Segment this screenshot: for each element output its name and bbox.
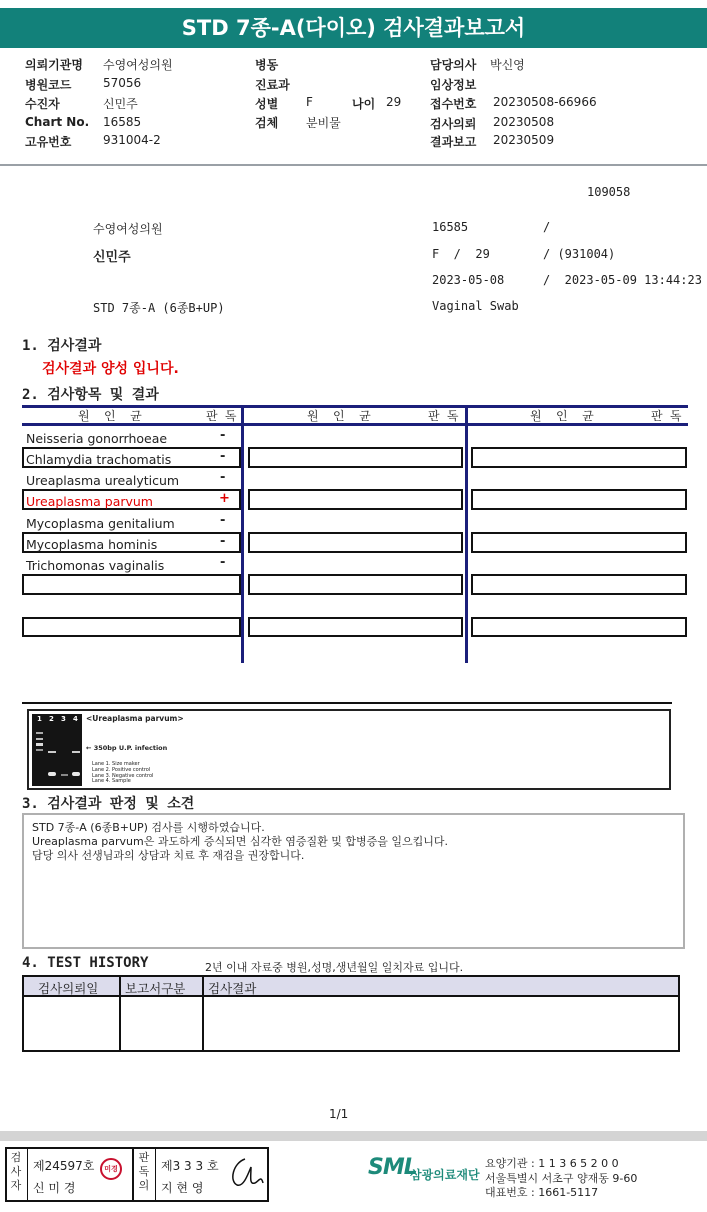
col-header-judge-2: 판 독 [428, 409, 459, 423]
org-name: 삼광의료재단 [410, 1168, 480, 1182]
section1-title: 1. 검사결과 [22, 338, 102, 354]
org-code: 요양기관 : 1 1 3 6 5 2 0 0 [485, 1157, 619, 1170]
organism-name: Trichomonas vaginalis [26, 558, 165, 573]
footer-band [0, 1131, 707, 1141]
result-row-box [248, 532, 463, 553]
gel-electrophoresis-image [32, 714, 82, 786]
gel-lane-label: 1 [37, 715, 42, 723]
value-report-date: 20230509 [493, 133, 555, 147]
history-header-date: 검사의뢰일 [38, 981, 99, 996]
meta-sex-age: F / 29 [432, 247, 490, 261]
organism-name: Ureaplasma urealyticum [26, 473, 180, 488]
signature-divider [132, 1147, 134, 1202]
gel-ladder-band [36, 749, 43, 751]
result-row-box [471, 532, 687, 553]
label-request-date: 검사의뢰 [430, 117, 477, 131]
meta-date-received: 2023-05-08 [432, 273, 505, 287]
gel-image-frame [27, 709, 671, 790]
organism-name: Mycoplasma hominis [26, 537, 158, 552]
label-clinical-info: 임상정보 [430, 78, 477, 92]
history-header-result: 검사결과 [208, 981, 257, 996]
result-row-box [248, 489, 463, 510]
gel-lane-label: 2 [49, 715, 54, 723]
gel-lane-label: 3 [61, 715, 66, 723]
section4-note: 2년 이내 자료중 병원,성명,생년월일 일치자료 입니다. [205, 961, 464, 974]
label-clinic: 의뢰기관명 [25, 58, 83, 72]
meta-slash: / [543, 220, 551, 234]
examiner-label: 검사자 [10, 1151, 22, 1192]
gel-top-rule [22, 702, 672, 704]
reviewer-label: 판독의 [138, 1151, 150, 1192]
label-chart-no: Chart No. [25, 115, 90, 129]
organism-judge: - [220, 555, 226, 570]
value-patient: 신민주 [103, 97, 138, 111]
findings-line: Ureaplasma parvum은 과도하게 증식되면 심각한 염증질환 및 합병증을 일으킵니다. [32, 835, 448, 848]
value-age: 29 [386, 95, 402, 109]
value-specimen: 분비물 [306, 116, 341, 130]
gel-ladder-band [36, 732, 43, 734]
value-unique-no: 931004-2 [103, 133, 161, 147]
gel-band [72, 751, 80, 753]
meta-date-reported: / 2023-05-09 13:44:23 [543, 273, 702, 287]
result-row-box [22, 574, 241, 595]
reviewer-signature-icon [225, 1153, 267, 1193]
signature-divider [155, 1147, 156, 1202]
label-report-date: 결과보고 [430, 135, 477, 149]
organism-judge: - [220, 534, 226, 549]
result-table-divider-2 [465, 405, 468, 663]
col-header-organism-2: 원 인 균 [307, 409, 371, 423]
gel-band [61, 774, 68, 776]
sml-logo: SML [368, 1155, 417, 1180]
value-sex: F [306, 95, 313, 109]
label-patient: 수진자 [25, 97, 60, 111]
value-hospital-code: 57056 [103, 76, 142, 90]
section4-title: 4. TEST HISTORY [22, 955, 149, 971]
value-chart-no: 16585 [103, 115, 142, 129]
gel-legend: Lane 1. Size maker [92, 761, 140, 767]
value-receipt-no: 20230508-66966 [493, 95, 597, 109]
result-row-box [248, 574, 463, 595]
findings-line: STD 7종-A (6종B+UP) 검사를 시행하였습니다. [32, 821, 265, 834]
reviewer-name: 지 현 영 [161, 1181, 204, 1195]
result-row-box [471, 617, 687, 637]
label-sex: 성별 [255, 97, 279, 111]
label-age: 나이 [352, 97, 376, 111]
result-row-box [471, 574, 687, 595]
gel-lane-label: 4 [73, 715, 78, 723]
result-row-box [471, 447, 687, 468]
organism-judge-positive: + [219, 491, 230, 506]
result-table-divider-1 [241, 405, 244, 663]
findings-line: 담당 의사 선생님과의 상담과 치료 후 재검을 권장합니다. [32, 849, 305, 862]
label-department: 진료과 [255, 78, 290, 92]
history-col-divider [202, 977, 204, 1050]
org-phone: 대표번호 : 1661-5117 [485, 1186, 599, 1199]
organism-name: Mycoplasma genitalium [26, 516, 175, 531]
signature-divider [27, 1147, 28, 1202]
section3-title: 3. 검사결과 판정 및 소견 [22, 796, 195, 812]
col-header-organism-3: 원 인 균 [530, 409, 594, 423]
findings-box [22, 813, 685, 949]
history-table [22, 975, 680, 1052]
result-row-box [248, 447, 463, 468]
label-doctor: 담당의사 [430, 58, 477, 72]
organism-judge: - [220, 470, 226, 485]
col-header-judge-3: 판 독 [651, 409, 682, 423]
reviewer-license: 제3 3 3 호 [161, 1159, 219, 1173]
history-header-row [24, 977, 678, 997]
label-specimen: 검체 [255, 116, 279, 130]
meta-test-name: STD 7종-A (6종B+UP) [93, 301, 225, 315]
meta-id: / (931004) [543, 247, 616, 261]
meta-chart: 16585 [432, 220, 469, 234]
gel-legend: Lane 2. Positive control [92, 767, 151, 773]
value-doctor: 박신영 [490, 58, 525, 72]
organism-name: Chlamydia trachomatis [26, 452, 172, 467]
examiner-seal: 미경 [100, 1158, 122, 1180]
doc-number: 109058 [587, 185, 631, 199]
gel-band [72, 772, 80, 776]
gel-band [48, 751, 56, 753]
section1-result: 검사결과 양성 입니다. [42, 361, 179, 377]
organism-name: Neisseria gonorrhoeae [26, 431, 168, 446]
meta-specimen: Vaginal Swab [432, 299, 519, 313]
header-info [0, 56, 707, 152]
history-header-type: 보고서구분 [125, 981, 186, 996]
value-request-date: 20230508 [493, 115, 555, 129]
gel-ladder-band [36, 738, 43, 740]
header-divider [0, 164, 707, 166]
meta-clinic: 수영여성의원 [93, 222, 163, 236]
section2-title: 2. 검사항목 및 결과 [22, 387, 159, 403]
gel-legend: Lane 3. Negative control [92, 773, 154, 779]
organism-judge: - [220, 513, 226, 528]
result-row-box [248, 617, 463, 637]
gel-title: <Ureaplasma parvum> [86, 714, 184, 723]
page-number: 1/1 [329, 1107, 349, 1121]
result-row-box [22, 617, 241, 637]
org-address: 서울특별시 서초구 양재동 9-60 [485, 1172, 638, 1185]
label-receipt-no: 접수번호 [430, 97, 477, 111]
label-ward: 병동 [255, 58, 279, 72]
organism-name-positive: Ureaplasma parvum [26, 494, 153, 509]
history-col-divider [119, 977, 121, 1050]
gel-band-label: ← 350bp U.P. infection [86, 744, 168, 752]
footer [0, 1141, 707, 1212]
col-header-judge-1: 판 독 [206, 409, 237, 423]
examiner-name: 신 미 경 [33, 1181, 76, 1195]
meta-patient: 신민주 [93, 250, 131, 265]
report-title: STD 7종-A(다이오) 검사결과보고서 [0, 8, 707, 48]
result-row-box [471, 489, 687, 510]
col-header-organism-1: 원 인 균 [78, 409, 142, 423]
organism-judge: - [220, 449, 226, 464]
gel-legend: Lane 4. Sample [92, 778, 131, 784]
gel-band [48, 772, 56, 776]
label-unique-no: 고유번호 [25, 135, 72, 149]
organism-judge: - [220, 428, 226, 443]
examiner-license: 제24597호 [33, 1159, 95, 1173]
value-clinic: 수영여성의원 [103, 58, 173, 72]
gel-ladder-band [36, 743, 43, 746]
label-hospital-code: 병원코드 [25, 78, 72, 92]
